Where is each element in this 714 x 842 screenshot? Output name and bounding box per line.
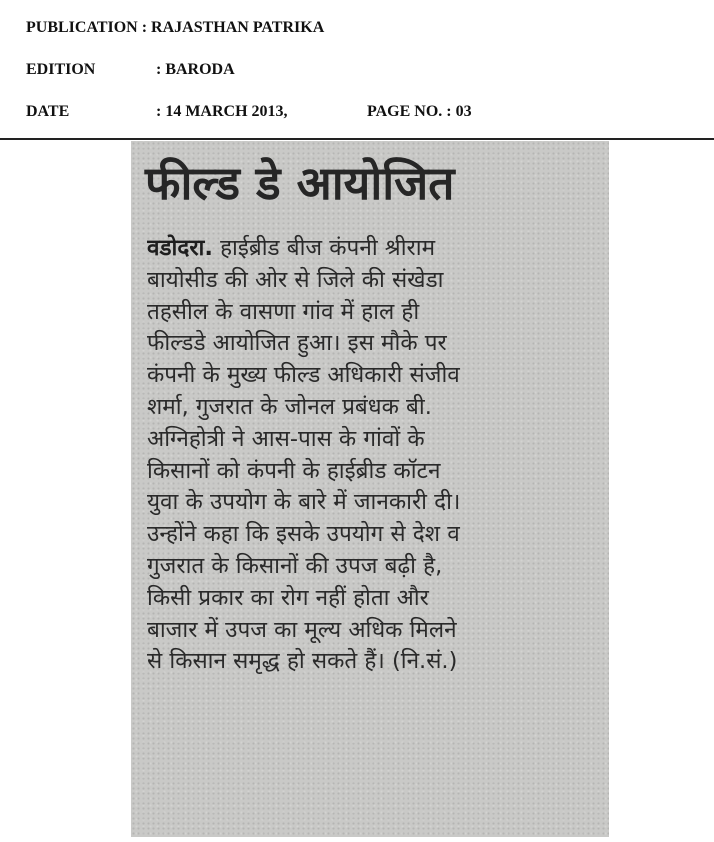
article-dateline: वडोदरा. [147,235,213,261]
article-body [147,233,595,678]
article-line: बाजार में उपज का मूल्य अधिक मिलने [147,616,457,643]
article-line: बायोसीड की ओर से जिले की संखेडा [147,266,444,293]
article-headline: फील्ड डे आयोजित [145,156,455,210]
article-line: युवा के उपयोग के बारे में जानकारी दी। [147,489,461,516]
article-line: किसी प्रकार का रोग नहीं होता और [147,584,429,611]
article-line: से किसान समृद्ध हो सकते हैं। (नि.सं.) [147,648,458,675]
publication-row [26,19,324,37]
article-line [147,233,595,265]
edition-value: : BARODA [156,61,235,78]
article-line: तहसील के वासणा गांव में हाल ही [147,298,420,325]
article-line: अग्निहोत्री ने आस-पास के गांवों के [147,425,425,452]
page-value: 03 [455,103,472,120]
article-line: शर्मा, गुजरात के जोनल प्रबंधक बी. [147,393,432,420]
newspaper-clipping [131,141,609,837]
date-value: : 14 MARCH 2013, [156,103,288,120]
date-label: DATE [26,103,70,120]
edition-row [26,61,235,79]
article-line-text: हाईब्रीड बीज कंपनी श्रीराम [220,235,436,261]
edition-label: EDITION [26,61,96,78]
article-line: फील्डडे आयोजित हुआ। इस मौके पर [147,330,447,357]
article-line: उन्होंने कहा कि इसके उपयोग से देश व [147,521,460,548]
page-number [367,103,472,121]
header-divider [0,138,714,140]
article-line: गुजरात के किसानों की उपज बढ़ी है, [147,552,443,579]
article-line: कंपनी के मुख्य फील्ड अधिकारी संजीव [147,362,460,389]
publication-label: PUBLICATION : [26,19,148,36]
article-line: किसानों को कंपनी के हाईब्रीड कॉटन [147,457,441,484]
page-label: PAGE NO. : [367,103,452,120]
date-row [26,103,472,121]
publication-value: RAJASTHAN PATRIKA [151,19,325,36]
